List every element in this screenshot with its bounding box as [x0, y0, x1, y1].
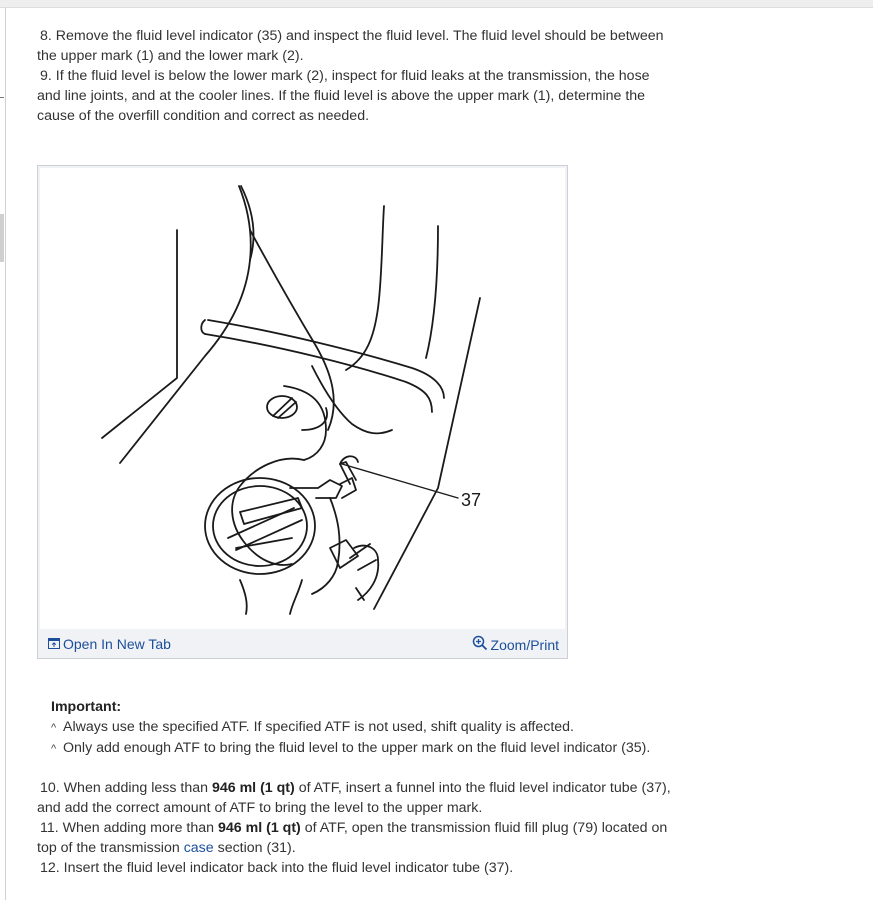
- important-notice: [51, 697, 691, 759]
- caret-icon: ^: [51, 722, 57, 734]
- new-tab-icon: [48, 636, 60, 652]
- step-11: [37, 818, 677, 858]
- margin-tick: [0, 97, 4, 98]
- transmission-illustration: [40, 168, 565, 629]
- caret-icon: ^: [51, 743, 57, 755]
- step-10-text-rest: of ATF, insert a funnel into the fluid level indicator tube (37), and add the correct amount of ATF to bring the level to the upper mark.: [37, 780, 671, 816]
- open-new-tab-label: Open In New Tab: [63, 636, 171, 652]
- callout-label: 37: [461, 490, 482, 510]
- left-border: [5, 7, 6, 900]
- step-10-text: 10. When adding less than: [40, 780, 212, 796]
- step-8: 8. Remove the fluid level indicator (35) and inspect the fluid level. The fluid level should be between the upper mark (1) and the lower mark (2).: [37, 28, 664, 64]
- bullet-text: Always use the specified ATF. If specified ATF is not used, shift quality is affected.: [63, 719, 574, 735]
- case-link[interactable]: case: [183, 840, 214, 856]
- figure-panel: [37, 165, 568, 659]
- figure-image-area: [40, 168, 565, 629]
- bullet-text: Only add enough ATF to bring the fluid level to the upper mark on the fluid level indicator (35).: [63, 740, 651, 756]
- zoom-icon: [472, 635, 488, 654]
- steps-top: [37, 26, 677, 126]
- step-9: 9. If the fluid level is below the lower mark (2), inspect for fluid leaks at the transmission, the hose and line joints, and at the cooler lines. If the fluid level is above the upper mark (1), determine the cause of the overfill condition and correct as needed.: [37, 68, 650, 124]
- step-11-quantity: 946 ml (1 qt): [217, 820, 301, 836]
- step-10: [37, 778, 677, 818]
- open-new-tab-link[interactable]: [48, 636, 171, 652]
- zoom-print-label: Zoom/Print: [490, 636, 559, 653]
- zoom-print-link[interactable]: [472, 635, 559, 654]
- figure-footer: [38, 630, 565, 658]
- step-11-text-middle: of ATF, open the transmission fluid fill plug (79) located on top of the transmission: [37, 820, 668, 856]
- step-10-quantity: 946 ml (1 qt): [211, 780, 295, 796]
- important-bullet: [51, 717, 691, 738]
- important-bullet: [51, 738, 691, 759]
- steps-bottom: [37, 778, 677, 878]
- step-11-text-rest: section (31).: [213, 840, 296, 856]
- step-11-text: 11. When adding more than: [40, 820, 218, 836]
- important-heading: Important:: [51, 699, 122, 715]
- top-edge: [0, 0, 873, 8]
- scroll-tab[interactable]: [0, 214, 4, 262]
- step-12: 12. Insert the fluid level indicator back into the fluid level indicator tube (37).: [40, 860, 514, 876]
